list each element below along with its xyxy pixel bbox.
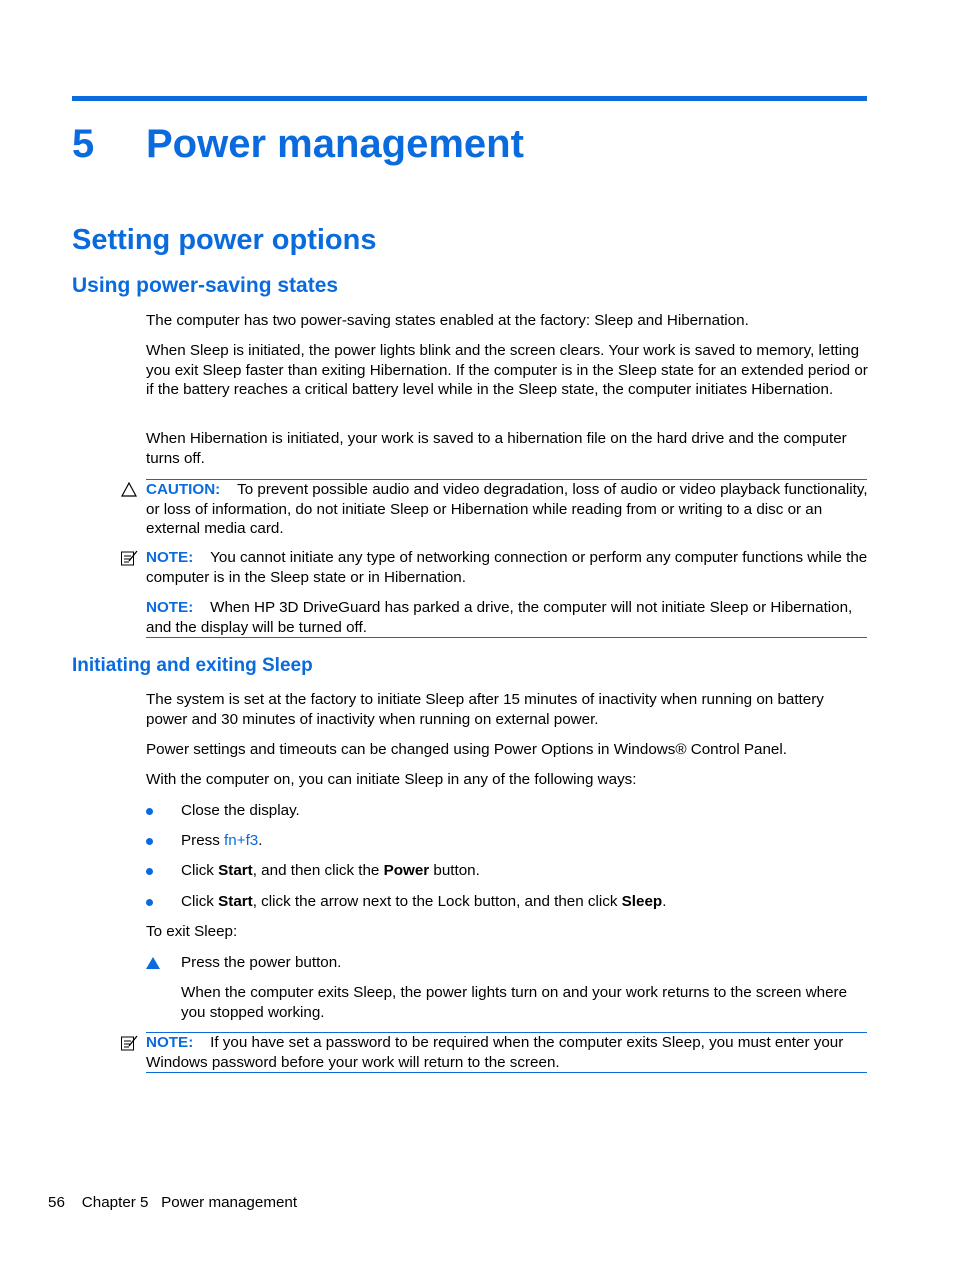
note-rule <box>146 1072 867 1073</box>
paragraph-sleep: When Sleep is initiated, the power lights blink and the screen clears. Your work is saved to memory, letting you exit Sleep faster than exiting Hibernation. If the computer is in the Sleep state for an extended period or if the battery reaches a critical battery level while in the Sleep state, the computer initiates Hibernation. <box>146 342 868 399</box>
note-label: NOTE: <box>146 1034 194 1051</box>
chapter-title: Power management <box>146 122 524 166</box>
bullet-icon <box>146 899 153 906</box>
list-item: Click Start, click the arrow next to the Lock button, and then click Sleep. <box>181 893 667 910</box>
paragraph-power-settings: Power settings and timeouts can be changed using Power Options in Windows® Control Panel. <box>146 741 787 758</box>
caution-label: CAUTION: <box>146 481 221 498</box>
bullet-icon <box>146 868 153 875</box>
caution-text: To prevent possible audio and video degradation, loss of audio or video playback functionality, or loss of information, do not initiate Sleep or Hibernation while reading from or writing to a disc or an external media card. <box>146 481 868 538</box>
bullet-icon <box>146 838 153 845</box>
note-icon <box>120 549 138 567</box>
note-block-1 <box>146 548 868 587</box>
caution-triangle-icon <box>121 482 137 497</box>
step-triangle-icon <box>146 957 160 969</box>
footer-chapter-label: Chapter 5 <box>81 1194 149 1211</box>
note-icon <box>120 1034 138 1052</box>
note-label: NOTE: <box>146 549 194 566</box>
subsection-title-sleep: Initiating and exiting Sleep <box>72 655 313 676</box>
paragraph-ways: With the computer on, you can initiate Sleep in any of the following ways: <box>146 771 637 788</box>
step-item: Press the power button. <box>181 954 342 971</box>
bullet-icon <box>146 808 153 815</box>
list-item: Click Start, and then click the Power button. <box>181 862 480 879</box>
page-number: 56 <box>48 1194 65 1211</box>
note-rule <box>146 637 867 638</box>
note-block-3 <box>146 1033 868 1072</box>
page-footer <box>48 1193 297 1213</box>
list-item: Close the display. <box>181 802 300 819</box>
paragraph-exit-intro: To exit Sleep: <box>146 923 238 940</box>
note-text: When HP 3D DriveGuard has parked a drive, the computer will not initiate Sleep or Hibernation, and the display will be turned off. <box>146 599 853 636</box>
paragraph-hibernation: When Hibernation is initiated, your work is saved to a hibernation file on the hard drive and the computer turns off. <box>146 430 847 467</box>
list-item: Press fn+f3. <box>181 832 263 849</box>
step-result: When the computer exits Sleep, the power lights turn on and your work returns to the screen where you stopped working. <box>181 984 848 1021</box>
note-label: NOTE: <box>146 599 194 616</box>
footer-chapter-title: Power management <box>161 1194 298 1211</box>
note-text: If you have set a password to be required when the computer exits Sleep, you must enter your Windows password before your work will return to the screen. <box>146 1034 844 1071</box>
subsection-title: Using power-saving states <box>72 274 339 297</box>
note-text: You cannot initiate any type of networking connection or perform any computer functions while the computer is in the Sleep state or in Hibernation. <box>146 549 868 586</box>
section-title: Setting power options <box>72 224 377 256</box>
key-combo: fn+f3 <box>224 832 259 849</box>
caution-block <box>146 480 868 539</box>
chapter-number: 5 <box>72 122 95 166</box>
paragraph-sleep-default: The system is set at the factory to initiate Sleep after 15 minutes of inactivity when running on battery power and 30 minutes of inactivity when running on external power. <box>146 691 824 728</box>
paragraph-intro: The computer has two power-saving states enabled at the factory: Sleep and Hibernation. <box>146 312 749 329</box>
chapter-rule <box>72 96 867 101</box>
note-block-2 <box>146 598 868 637</box>
